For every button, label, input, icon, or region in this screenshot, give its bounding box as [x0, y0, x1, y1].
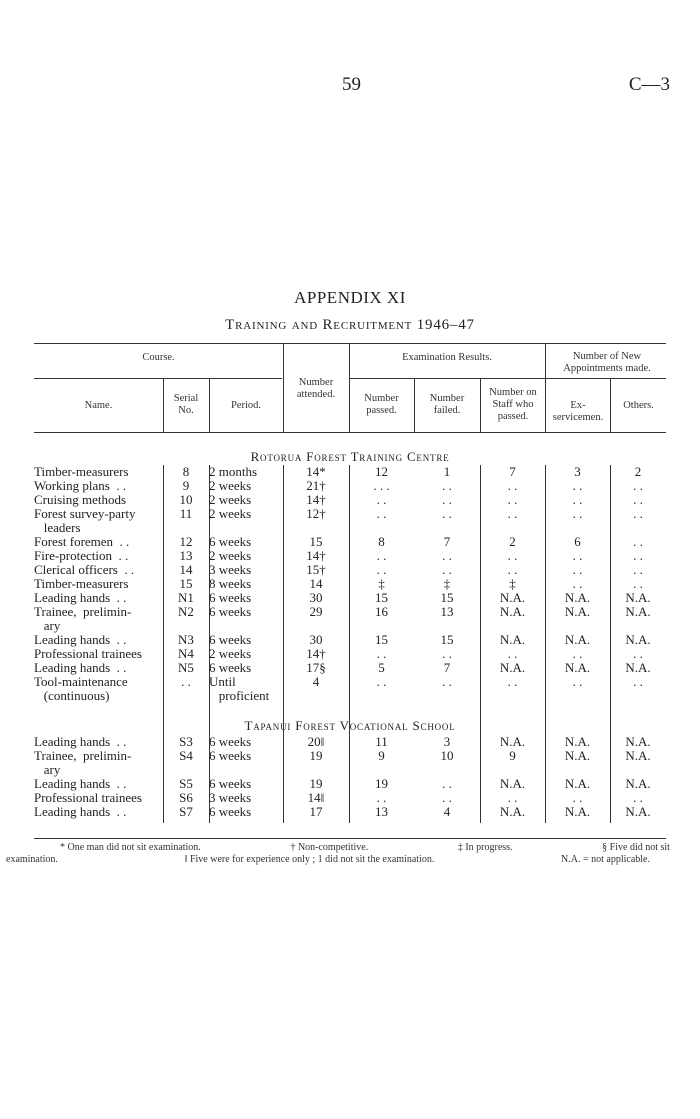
footnote-na: N.A. = not applicable.	[561, 854, 650, 865]
cell-passed: . . .	[373, 478, 390, 493]
cell-failed: ‡	[443, 576, 451, 591]
cell-ex: N.A.	[564, 734, 591, 749]
results-sub-rule	[349, 378, 666, 379]
cell-serial: . .	[181, 674, 191, 689]
cell-attended: 17§	[306, 660, 326, 675]
cell-attended	[283, 521, 349, 535]
cell-serial	[163, 689, 209, 703]
cell-staff: N.A.	[499, 660, 526, 675]
cell-ex: N.A.	[564, 776, 591, 791]
cell-passed: 9	[378, 748, 385, 763]
cell-others: . .	[633, 506, 643, 521]
table-row	[34, 777, 666, 791]
cell-attended: 19	[309, 776, 323, 791]
cell-period: 6 weeks	[209, 660, 252, 675]
cell-period: 3 weeks	[209, 790, 252, 805]
cell-passed	[349, 689, 414, 703]
cell-period: 6 weeks	[209, 534, 252, 549]
table-row	[34, 577, 666, 591]
cell-ex: . .	[572, 506, 583, 521]
header-appointments: Number of New Appointments made.	[563, 351, 651, 374]
table-row	[34, 675, 666, 689]
cell-name: Leading hands . .	[34, 776, 127, 791]
table-row	[34, 791, 666, 805]
table-row	[34, 633, 666, 647]
cell-name: Leading hands . .	[34, 660, 127, 675]
cell-passed: 15	[375, 590, 388, 605]
cell-ex: 3	[574, 464, 581, 479]
header-top-rule	[34, 343, 666, 344]
header-course: Course.	[142, 352, 175, 363]
cell-staff: . .	[507, 506, 518, 521]
table-row	[34, 549, 666, 563]
cell-ex: N.A.	[564, 632, 591, 647]
cell-serial: 15	[179, 576, 193, 591]
cell-passed: . .	[376, 548, 387, 563]
cell-passed: 8	[378, 534, 385, 549]
cell-period: 6 weeks	[209, 776, 252, 791]
cell-attended: 12†	[306, 506, 326, 521]
cell-serial	[163, 763, 209, 777]
cell-serial: N4	[178, 646, 194, 661]
cell-name: Working plans . .	[34, 478, 127, 493]
cell-serial: N2	[178, 604, 194, 619]
cell-passed	[349, 763, 414, 777]
cell-failed: 4	[443, 804, 451, 819]
footnote-section-cont: examination.	[6, 854, 58, 865]
cell-name: Leading hands . .	[34, 804, 127, 819]
cell-failed: . .	[442, 776, 452, 791]
cell-attended: 29	[309, 604, 323, 619]
cell-ex	[545, 763, 610, 777]
cell-staff: . .	[507, 674, 518, 689]
header-divider	[414, 379, 415, 432]
cell-period	[209, 763, 283, 777]
cell-period: 2 weeks	[209, 492, 252, 507]
cell-ex: . .	[572, 576, 583, 591]
header-period: Period.	[230, 400, 262, 411]
cell-attended: 14‖	[307, 790, 325, 805]
footnote-star: * One man did not sit examination.	[60, 842, 201, 853]
cell-failed: . .	[442, 548, 452, 563]
cell-attended: 14†	[306, 492, 326, 507]
cell-others	[610, 763, 666, 777]
cell-serial: S5	[179, 776, 193, 791]
cell-failed: . .	[442, 790, 452, 805]
cell-serial: S6	[179, 790, 193, 805]
cell-staff: N.A.	[499, 590, 526, 605]
table-row	[34, 805, 666, 819]
cell-others: . .	[633, 562, 643, 577]
cell-name: Forest survey-party	[34, 506, 136, 521]
header-attended: Number attended.	[296, 377, 336, 400]
cell-serial: N5	[178, 660, 194, 675]
cell-period: 3 weeks	[209, 562, 252, 577]
cell-period: proficient	[209, 688, 270, 703]
cell-name: (continuous)	[34, 688, 110, 703]
cell-ex: . .	[572, 478, 583, 493]
cell-staff: . .	[507, 478, 518, 493]
cell-others: . .	[633, 492, 643, 507]
cell-others: N.A.	[625, 748, 651, 763]
cell-period: 6 weeks	[209, 734, 252, 749]
cell-serial: 9	[182, 478, 190, 493]
cell-name: ary	[34, 762, 61, 777]
cell-attended: 15†	[306, 562, 326, 577]
cell-attended: 14	[309, 576, 323, 591]
cell-failed: 1	[443, 464, 451, 479]
header-ex-servicemen: Ex-servicemen.	[552, 400, 604, 423]
cell-passed: . .	[376, 506, 387, 521]
cell-staff: N.A.	[499, 804, 526, 819]
cell-passed: 15	[375, 632, 388, 647]
cell-period: 2 weeks	[209, 478, 252, 493]
cell-name: Leading hands . .	[34, 734, 127, 749]
cell-attended: 14†	[306, 548, 326, 563]
header-bottom-rule	[34, 432, 666, 433]
header-failed: Number failed.	[429, 393, 465, 416]
table-bottom-rule	[34, 838, 666, 839]
table-row	[34, 689, 666, 703]
cell-attended: 19	[309, 748, 323, 763]
header-others: Others.	[623, 400, 654, 411]
footnote-double-dagger: ‡ In progress.	[457, 842, 513, 853]
cell-ex: N.A.	[564, 590, 591, 605]
cell-staff: ‡	[509, 576, 516, 591]
cell-staff: 2	[509, 534, 516, 549]
cell-name: Leading hands . .	[34, 632, 127, 647]
cell-staff	[480, 689, 545, 703]
table-row	[34, 749, 666, 763]
table-row	[34, 605, 666, 619]
cell-name: Tool-maintenance	[34, 674, 128, 689]
cell-period: 6 weeks	[209, 748, 252, 763]
cell-name: Timber-measurers	[34, 576, 129, 591]
table-row	[34, 619, 666, 633]
cell-serial: 11	[179, 506, 193, 521]
cell-failed	[414, 619, 480, 633]
cell-staff: . .	[507, 548, 518, 563]
cell-ex: . .	[572, 492, 583, 507]
cell-others	[610, 689, 666, 703]
cell-passed: 13	[375, 804, 388, 819]
cell-name: Timber-measurers	[34, 464, 129, 479]
cell-serial: 8	[182, 464, 190, 479]
cell-attended: 4	[312, 674, 320, 689]
header-divider	[480, 379, 481, 432]
cell-failed: . .	[442, 492, 452, 507]
cell-ex: 6	[574, 534, 581, 549]
cell-name: leaders	[34, 520, 81, 535]
cell-serial: N3	[178, 632, 194, 647]
cell-attended	[283, 689, 349, 703]
appendix-title: APPENDIX XI	[294, 288, 406, 307]
cell-staff: N.A.	[499, 632, 526, 647]
table-row	[34, 591, 666, 605]
cell-name: Forest foremen . .	[34, 534, 130, 549]
cell-staff	[480, 521, 545, 535]
cell-name: Trainee, prelimin-	[34, 604, 132, 619]
cell-attended: 14*	[306, 464, 326, 479]
cell-others: 2	[634, 464, 642, 479]
cell-serial: 13	[179, 548, 193, 563]
table-row	[34, 507, 666, 521]
table-row	[34, 735, 666, 749]
cell-serial: 14	[179, 562, 193, 577]
cell-ex: . .	[572, 562, 583, 577]
cell-ex	[545, 521, 610, 535]
cell-failed: . .	[442, 562, 452, 577]
table-row	[34, 763, 666, 777]
cell-failed	[414, 763, 480, 777]
cell-staff: . .	[507, 492, 518, 507]
cell-passed: . .	[376, 646, 387, 661]
tapanui-table	[34, 735, 666, 819]
cell-others: N.A.	[625, 734, 651, 749]
stray-mark: ·	[76, 1006, 78, 1012]
cell-failed	[414, 521, 480, 535]
cell-attended: 17	[309, 804, 323, 819]
cell-others: N.A.	[625, 590, 651, 605]
cell-period: 6 weeks	[209, 590, 252, 605]
cell-period: 6 weeks	[209, 632, 252, 647]
page-number: 59	[342, 74, 361, 95]
cell-others: . .	[633, 548, 643, 563]
cell-period: 2 months	[209, 464, 258, 479]
cell-period: 8 weeks	[209, 576, 252, 591]
cell-others: N.A.	[625, 776, 651, 791]
table-row	[34, 535, 666, 549]
table-row	[34, 493, 666, 507]
cell-staff: . .	[507, 646, 518, 661]
cell-name: Leading hands . .	[34, 590, 127, 605]
cell-passed: 12	[375, 464, 388, 479]
cell-passed	[349, 521, 414, 535]
cell-attended: 30	[309, 632, 323, 647]
cell-failed	[414, 689, 480, 703]
cell-staff: N.A.	[499, 734, 526, 749]
table-row	[34, 661, 666, 675]
cell-others: . .	[633, 576, 643, 591]
course-sub-rule	[34, 378, 282, 379]
document-reference: C—3	[628, 74, 670, 95]
header-passed: Number passed.	[364, 393, 399, 416]
cell-others: N.A.	[625, 604, 651, 619]
cell-others: N.A.	[625, 632, 651, 647]
cell-others: . .	[633, 674, 643, 689]
cell-name: Clerical officers . .	[34, 562, 135, 577]
cell-passed: 5	[378, 660, 385, 675]
cell-failed: . .	[442, 506, 452, 521]
cell-staff: N.A.	[499, 604, 526, 619]
cell-others	[610, 619, 666, 633]
cell-failed: 13	[440, 604, 454, 619]
cell-serial: S7	[179, 804, 193, 819]
cell-failed: 10	[440, 748, 454, 763]
cell-attended: 30	[309, 590, 323, 605]
cell-passed: . .	[376, 790, 387, 805]
cell-attended	[283, 763, 349, 777]
cell-failed: 3	[443, 734, 451, 749]
table-row	[34, 563, 666, 577]
section-title-tapanui: Tapanui Forest Vocational School	[244, 718, 456, 733]
cell-failed: 15	[440, 632, 454, 647]
cell-period: 2 weeks	[209, 548, 252, 563]
cell-others: N.A.	[625, 804, 651, 819]
cell-period: 2 weeks	[209, 506, 252, 521]
cell-staff: . .	[507, 562, 518, 577]
cell-others: . .	[633, 534, 643, 549]
cell-staff: N.A.	[499, 776, 526, 791]
cell-staff	[480, 619, 545, 633]
cell-ex: . .	[572, 548, 583, 563]
cell-name: Professional trainees	[34, 790, 142, 805]
cell-attended: 15	[309, 534, 323, 549]
cell-others	[610, 521, 666, 535]
cell-ex	[545, 619, 610, 633]
cell-name: Professional trainees	[34, 646, 142, 661]
cell-serial: 12	[179, 534, 193, 549]
cell-passed: . .	[376, 674, 387, 689]
cell-serial: S4	[179, 748, 193, 763]
cell-failed: . .	[442, 478, 452, 493]
cell-failed: 15	[440, 590, 454, 605]
cell-staff: 7	[509, 464, 516, 479]
header-name: Name.	[84, 400, 113, 411]
footnote-dagger: † Non-competitive.	[290, 842, 369, 853]
cell-period: Until	[209, 674, 236, 689]
cell-ex: N.A.	[564, 660, 591, 675]
footnote-section: § Five did not sit	[602, 842, 670, 853]
cell-failed: . .	[442, 646, 452, 661]
cell-period	[209, 619, 283, 633]
cell-passed: 11	[375, 734, 388, 749]
cell-attended: 14†	[306, 646, 326, 661]
cell-staff: 9	[509, 748, 516, 763]
header-serial: Serial No.	[173, 393, 199, 416]
cell-serial	[163, 619, 209, 633]
cell-serial: 10	[179, 492, 193, 507]
table-row	[34, 521, 666, 535]
cell-staff	[480, 763, 545, 777]
footnotes	[6, 842, 670, 866]
header-divider	[163, 379, 164, 432]
cell-passed: ‡	[378, 576, 385, 591]
cell-ex: N.A.	[564, 804, 591, 819]
cell-ex	[545, 689, 610, 703]
table-row	[34, 647, 666, 661]
table-row	[34, 465, 666, 479]
cell-ex: . .	[572, 674, 583, 689]
cell-staff: . .	[507, 790, 518, 805]
cell-passed: . .	[376, 562, 387, 577]
cell-others: . .	[633, 646, 643, 661]
cell-period: 2 weeks	[209, 646, 252, 661]
section-title-rotorua: Rotorua Forest Training Centre	[250, 449, 450, 464]
cell-others: N.A.	[625, 660, 651, 675]
cell-serial: N1	[178, 590, 194, 605]
header-exam-results: Examination Results.	[402, 352, 492, 363]
cell-failed: . .	[442, 674, 452, 689]
cell-period: 6 weeks	[209, 604, 252, 619]
cell-passed	[349, 619, 414, 633]
header-staff-passed: Number on Staff who passed.	[489, 387, 537, 422]
cell-attended	[283, 619, 349, 633]
cell-ex: N.A.	[564, 748, 591, 763]
rotorua-table	[34, 465, 666, 703]
cell-passed: 19	[375, 776, 388, 791]
cell-name: Fire-protection . .	[34, 548, 129, 563]
cell-ex: N.A.	[564, 604, 591, 619]
cell-period: 6 weeks	[209, 804, 252, 819]
cell-ex: . .	[572, 790, 583, 805]
cell-failed: 7	[443, 660, 451, 675]
cell-passed: 16	[375, 604, 388, 619]
cell-serial: S3	[179, 734, 193, 749]
cell-others: . .	[633, 790, 643, 805]
cell-attended: 20‖	[307, 734, 325, 749]
cell-name: Cruising methods	[34, 492, 127, 507]
header-divider	[283, 344, 284, 432]
cell-others: . .	[633, 478, 643, 493]
cell-name: ary	[34, 618, 61, 633]
cell-serial	[163, 521, 209, 535]
cell-ex: . .	[572, 646, 583, 661]
cell-name: Trainee, prelimin-	[34, 748, 132, 763]
cell-period	[209, 521, 283, 535]
footnote-parallel: ‖ Five were for experience only ; 1 did not sit the examination.	[184, 854, 435, 865]
table-subtitle: Training and Recruitment 1946–47	[225, 317, 475, 333]
cell-failed: 7	[443, 534, 451, 549]
table-row	[34, 479, 666, 493]
cell-attended: 21†	[306, 478, 326, 493]
cell-passed: . .	[376, 492, 387, 507]
